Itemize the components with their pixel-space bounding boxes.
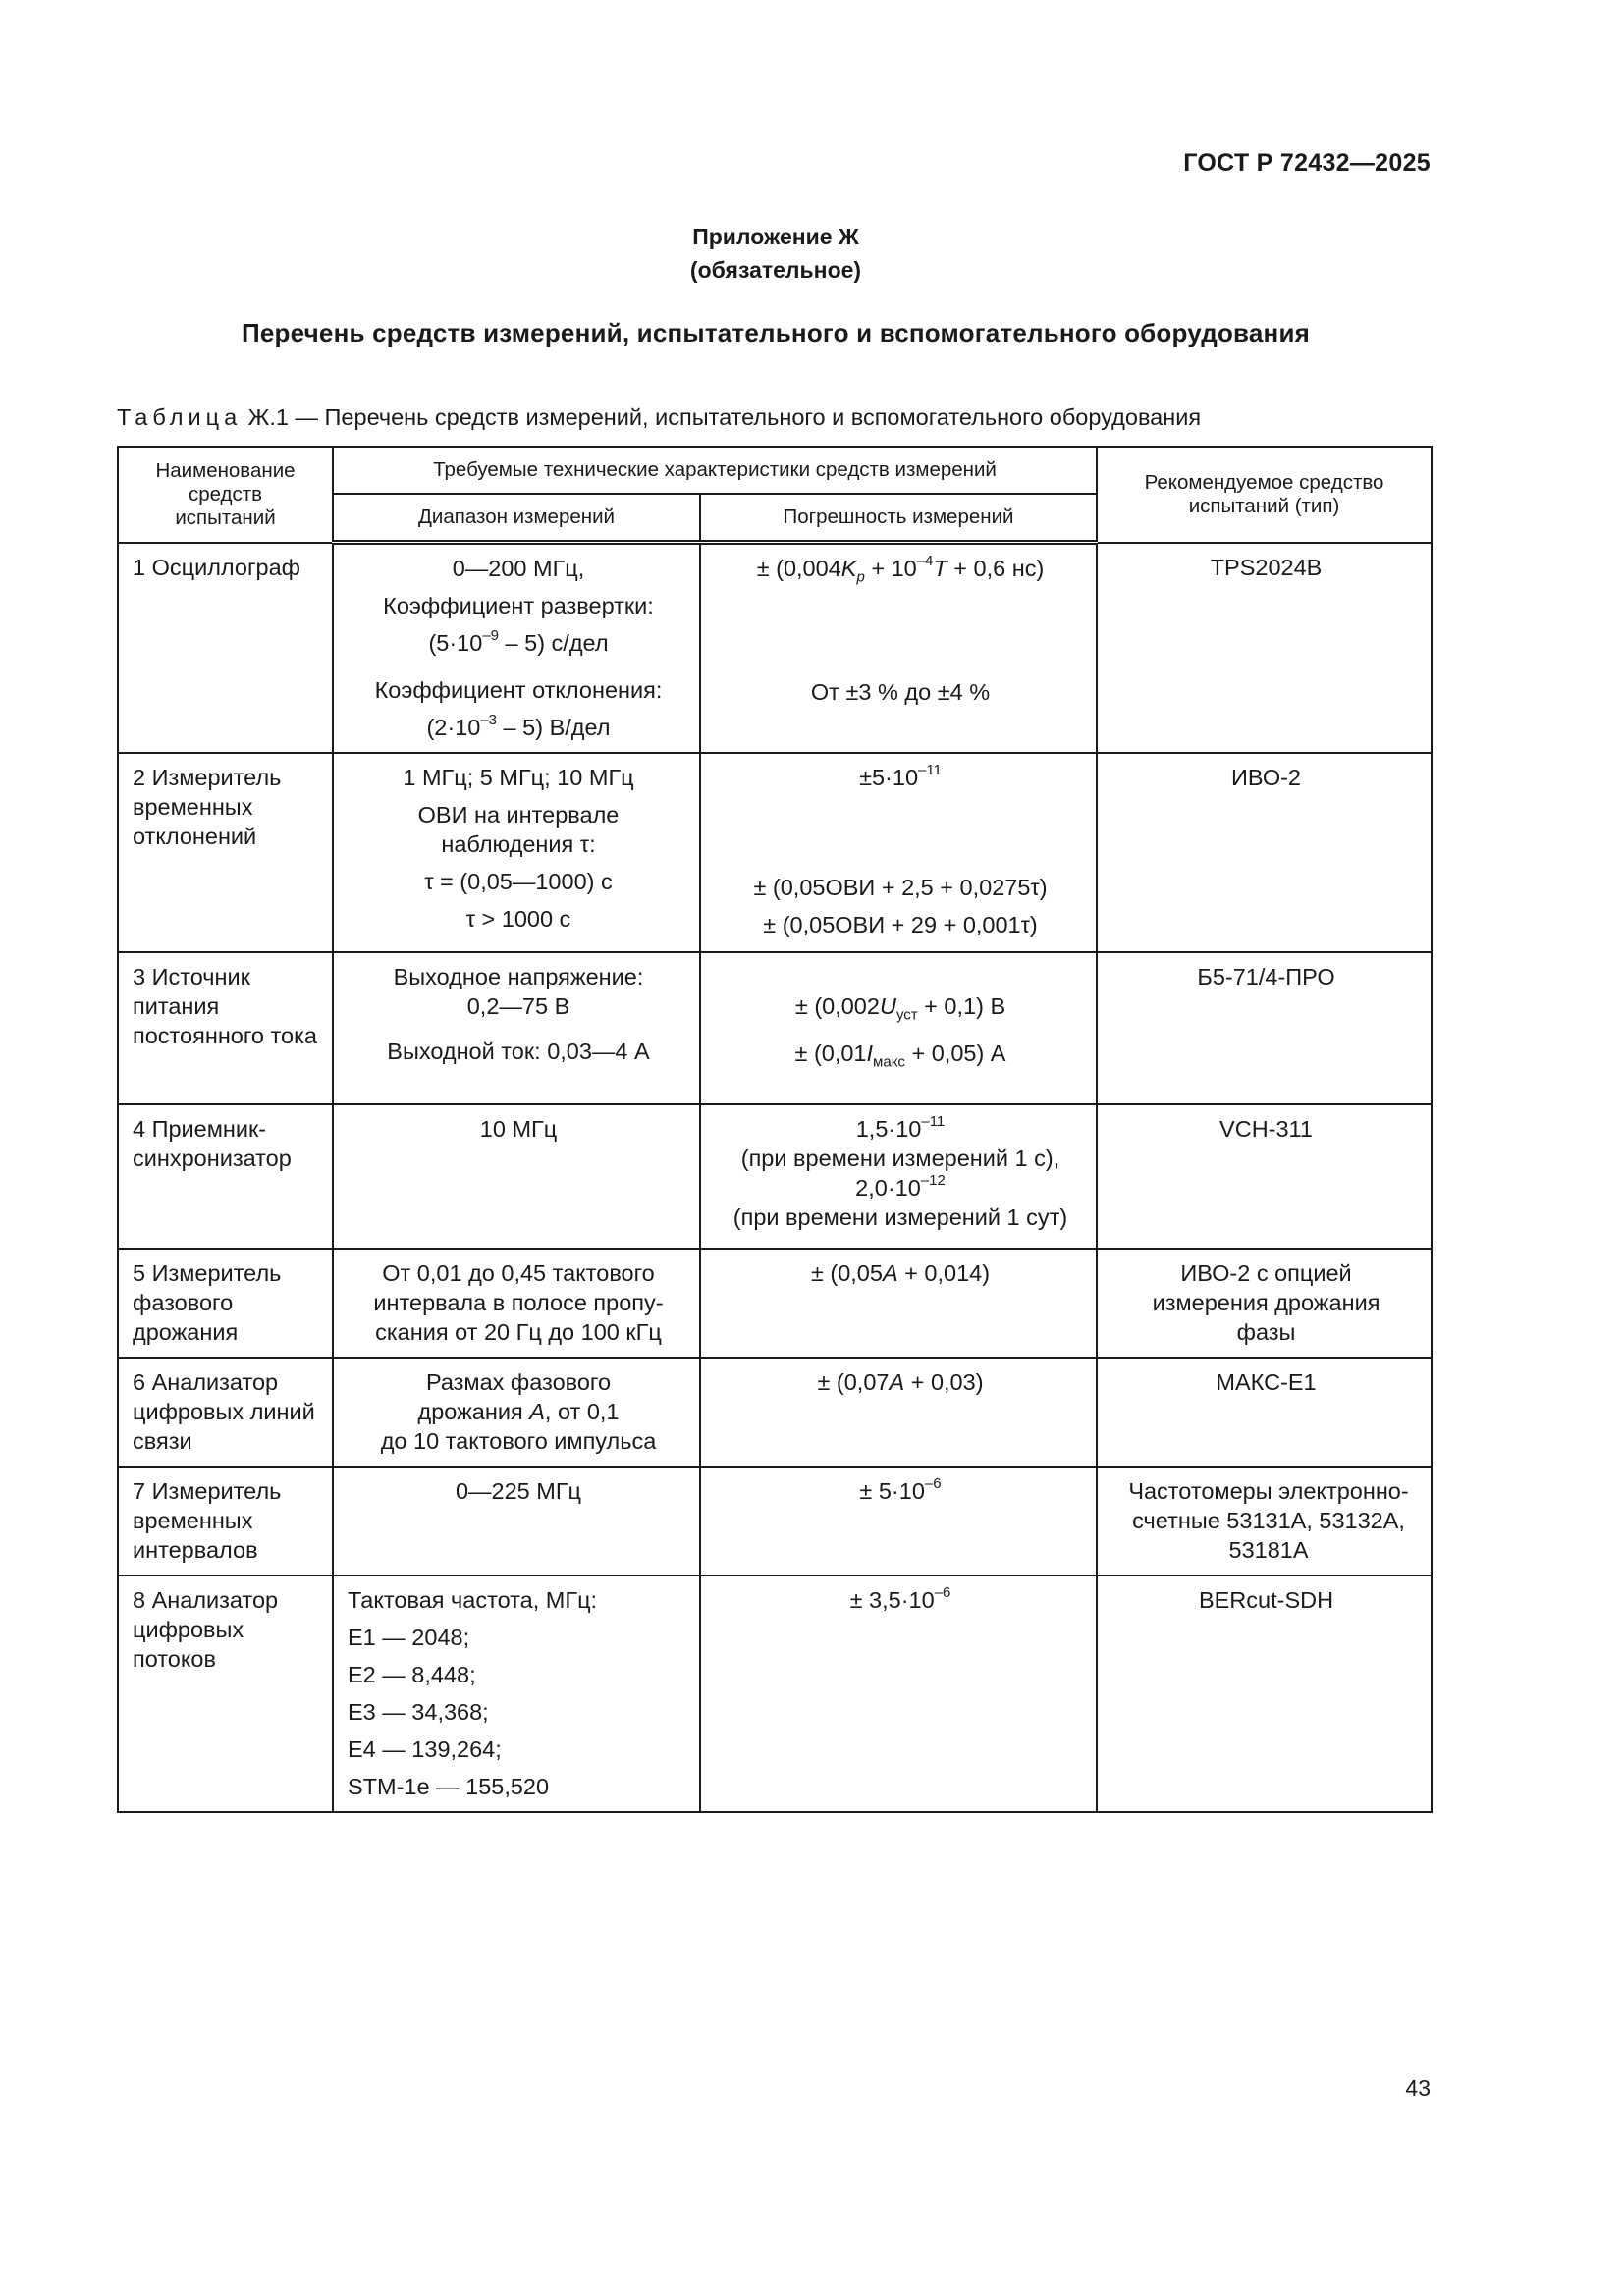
range-line: $(2\cdot 10^{-3} - 5)$ В/дел bbox=[426, 712, 611, 740]
error-line: $2,0\cdot 10^{-12}$ bbox=[855, 1172, 946, 1201]
range-line: $(5\cdot 10^{-9} - 5)$ с/дел bbox=[428, 627, 609, 656]
page-number: 43 bbox=[1405, 2075, 1431, 2101]
row-range bbox=[333, 543, 700, 754]
row-range bbox=[333, 952, 700, 1104]
column-header-error: Погрешность измерений bbox=[700, 494, 1097, 543]
range-line: τ = (0,05—1000) с bbox=[424, 869, 613, 894]
row-recommended: ИВО-2 bbox=[1097, 753, 1432, 952]
row-name: 5 Измеритель фазового дрожания bbox=[118, 1249, 333, 1358]
row-name: 7 Измеритель временных интервалов bbox=[118, 1467, 333, 1575]
row-name: 8 Анализатор цифровых потоков bbox=[118, 1575, 333, 1812]
table-caption-label: Таблица bbox=[117, 404, 243, 430]
range-line: скания от 20 Гц до 100 кГц bbox=[375, 1319, 662, 1345]
row-range bbox=[333, 753, 700, 952]
row-name: 1 Осциллограф bbox=[118, 543, 333, 754]
row-recommended: VCH-311 bbox=[1097, 1104, 1432, 1249]
table-caption bbox=[117, 404, 1201, 431]
annex-title: Приложение Ж bbox=[692, 224, 859, 249]
range-line: Е2 — 8,448; bbox=[348, 1662, 476, 1687]
range-line: Е3 — 34,368; bbox=[348, 1699, 489, 1725]
column-header-name: Наименование средств испытаний bbox=[118, 447, 333, 543]
table-caption-text: Ж.1 — Перечень средств измерений, испытательного и вспомогательного оборудования bbox=[242, 404, 1202, 430]
error-line: ± $(0,002U_{уст} + 0,1)$ В bbox=[794, 993, 1006, 1024]
error-line: $1,5\cdot 10^{-11}$ bbox=[855, 1113, 946, 1142]
row-error bbox=[700, 1104, 1097, 1249]
range-line: Выходное напряжение: bbox=[393, 964, 644, 989]
range-line: Коэффициент развертки: bbox=[383, 593, 654, 618]
row-error bbox=[700, 952, 1097, 1104]
column-header-range: Диапазон измерений bbox=[333, 494, 700, 543]
error-line: ± (0,05ОВИ + 2,5 + 0,0275τ) bbox=[753, 875, 1048, 900]
row-range bbox=[333, 1358, 700, 1467]
range-line: От 0,01 до 0,45 тактового интервала в полосе пропу- bbox=[373, 1260, 664, 1315]
row-name: 2 Измеритель временных отклонений bbox=[118, 753, 333, 952]
range-line: STM-1е — 155,520 bbox=[348, 1774, 550, 1799]
annex-status: (обязательное) bbox=[689, 257, 862, 283]
table-row bbox=[118, 1104, 1432, 1249]
row-range bbox=[333, 1249, 700, 1358]
row-name: 6 Анализатор цифровых линий связи bbox=[118, 1358, 333, 1467]
equipment-table bbox=[117, 446, 1433, 1813]
row-error bbox=[700, 753, 1097, 952]
table-row bbox=[118, 952, 1432, 1104]
error-line: ± ($0,004K_p + 10^{-4}T + 0,6$ нс) bbox=[756, 553, 1045, 586]
table-row bbox=[118, 543, 1432, 754]
column-header-required: Требуемые технические характеристики средств измерений bbox=[333, 447, 1097, 494]
range-line: Тактовая частота, МГц: bbox=[348, 1587, 598, 1613]
row-recommended: BERcut-SDH bbox=[1097, 1575, 1432, 1812]
row-recommended: МАКС-Е1 bbox=[1097, 1358, 1432, 1467]
row-error: ± (0,07A + 0,03) bbox=[700, 1358, 1097, 1467]
column-header-recommended: Рекомендуемое средство испытаний (тип) bbox=[1097, 447, 1432, 543]
range-line: 1 МГц; 5 МГц; 10 МГц bbox=[403, 765, 634, 790]
table-row bbox=[118, 1575, 1432, 1812]
range-line: Е1 — 2048; bbox=[348, 1625, 470, 1650]
row-range: 10 МГц bbox=[333, 1104, 700, 1249]
section-title: Перечень средств измерений, испытательного и вспомогательного оборудования bbox=[242, 318, 1310, 347]
range-line: Е4 — 139,264; bbox=[348, 1736, 502, 1762]
error-line: (при времени измерений 1 сут) bbox=[732, 1204, 1068, 1230]
row-range: 0—225 МГц bbox=[333, 1467, 700, 1575]
error-line: ± (0,05ОВИ + 29 + 0,001τ) bbox=[763, 912, 1038, 937]
row-recommended: Частотомеры электронно-счетные 53131А, 53132А, 53181А bbox=[1097, 1467, 1432, 1575]
table-row bbox=[118, 1249, 1432, 1358]
range-line: τ > 1000 с bbox=[465, 906, 571, 932]
range-line: Коэффициент отклонения: bbox=[374, 677, 663, 703]
row-recommended: TPS2024B bbox=[1097, 543, 1432, 754]
range-line: до 10 тактового импульса bbox=[380, 1428, 657, 1454]
range-line: Размах фазового bbox=[425, 1369, 612, 1395]
table-row bbox=[118, 1358, 1432, 1467]
row-recommended: Б5-71/4-ПРО bbox=[1097, 952, 1432, 1104]
row-recommended: ИВО-2 с опцией измерения дрожания фазы bbox=[1097, 1249, 1432, 1358]
table-row bbox=[118, 753, 1432, 952]
range-line: Выходной ток: 0,03—4 А bbox=[387, 1039, 650, 1064]
row-error bbox=[700, 543, 1097, 754]
range-line: 0,2—75 В bbox=[466, 993, 570, 1019]
standard-code: ГОСТ Р 72432—2025 bbox=[1183, 149, 1431, 177]
row-error: ± (0,05A + 0,014) bbox=[700, 1249, 1097, 1358]
error-line: $\pm 5\cdot 10^{-11}$ bbox=[859, 762, 942, 790]
table-header-row bbox=[118, 447, 1432, 494]
row-error: ± $3,5\cdot 10^{-6}$ bbox=[700, 1575, 1097, 1812]
error-line: ± $(0,01I_{макс} + 0,05)$ А bbox=[794, 1041, 1006, 1071]
range-line: 0—200 МГц, bbox=[452, 556, 585, 581]
range-line: дрожания A, от 0,1 bbox=[417, 1399, 620, 1424]
row-name: 4 Приемник-синхронизатор bbox=[118, 1104, 333, 1249]
row-name: 3 Источник питания постоянного тока bbox=[118, 952, 333, 1104]
table-row bbox=[118, 1467, 1432, 1575]
error-line: От ±3 % до ±4 % bbox=[810, 679, 991, 705]
row-error: ± $5\cdot 10^{-6}$ bbox=[700, 1467, 1097, 1575]
row-range bbox=[333, 1575, 700, 1812]
error-line: (при времени измерений 1 с), bbox=[740, 1146, 1060, 1171]
range-line: ОВИ на интервале наблюдения τ: bbox=[417, 802, 620, 857]
